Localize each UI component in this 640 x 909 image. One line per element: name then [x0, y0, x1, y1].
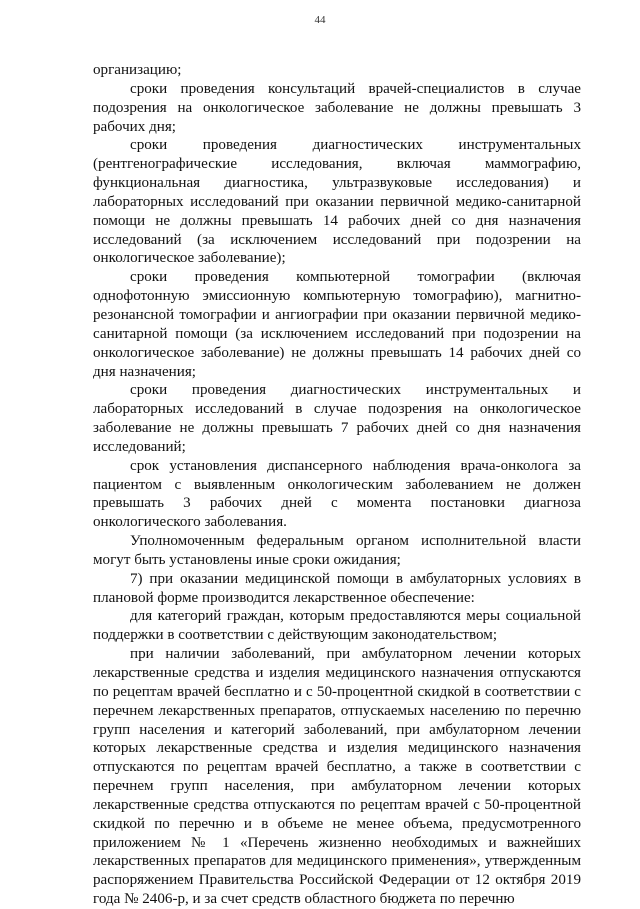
- page-number: 44: [314, 14, 326, 26]
- paragraph: сроки проведения диагностических инструментальных (рентгенографические исследования, включая маммографию, функциональная диагностика, ультразвуковые исследования) и лабораторных исследований при оказании первичной медико-санитарной помощи не должны превышать 14 рабочих дней со дня назначения исследований (за исключением исследований при подозрении на онкологическое заболевание);: [93, 137, 581, 267]
- paragraph: 7) при оказании медицинской помощи в амбулаторных условиях в плановой форме производится лекарственное обеспечение:: [93, 570, 581, 606]
- paragraph: сроки проведения диагностических инструментальных и лабораторных исследований в случае подозрения на онкологическое заболевание не должны превышать 7 рабочих дней со дня назначения исследований;: [93, 382, 581, 455]
- paragraph: для категорий граждан, которым предоставляются меры социальной поддержки в соответствии с действующим законодательством;: [93, 608, 581, 644]
- document-body: [93, 61, 581, 909]
- paragraph: Уполномоченным федеральным органом исполнительной власти могут быть установлены иные сроки ожидания;: [93, 533, 581, 568]
- paragraph: сроки проведения консультаций врачей-специалистов в случае подозрения на онкологическое заболевание не должны превышать 3 рабочих дня;: [93, 80, 581, 135]
- paragraph: организацию;: [93, 62, 182, 78]
- paragraph: при наличии заболеваний, при амбулаторном лечении которых лекарственные средства и изделия медицинского назначения отпускаются по рецептам врачей бесплатно и с 50-процентной скидкой в соответствии с перечнем лекарственных препаратов, отпускаемых населению по перечню групп населения и категорий заболеваний, при амбулаторном лечении которых лекарственные средства и изделия медицинского назначения отпускаются по рецептам врачей бесплатно, а также в соответствии с перечнем групп населения, при амбулаторном лечении которых лекарственные средства отпускаются по рецептам врачей с 50-процентной скидкой по перечню и в объеме не менее объема, предусмотренного приложением № 1 «Перечень жизненно необходимых и важнейших лекарственных препаратов для медицинского применения», утвержденным распоряжением Правительства Российской Федерации от 12 октября 2019 года № 2406-р, и за счет средств областного бюджета по перечню: [93, 646, 581, 908]
- paragraph: срок установления диспансерного наблюдения врача-онколога за пациентом с выявленным онкологическим заболеванием не должен превышать 3 рабочих дней с момента постановки диагноза онкологического заболевания.: [93, 457, 581, 531]
- paragraph: сроки проведения компьютерной томографии (включая однофотонную эмиссионную компьютерную томографию), магнитно-резонансной томографии и ангиографии при оказании первичной медико-санитарной помощи (за исключением исследований при подозрении на онкологическое заболевание) не должны превышать 14 рабочих дней со дня назначения;: [93, 269, 581, 380]
